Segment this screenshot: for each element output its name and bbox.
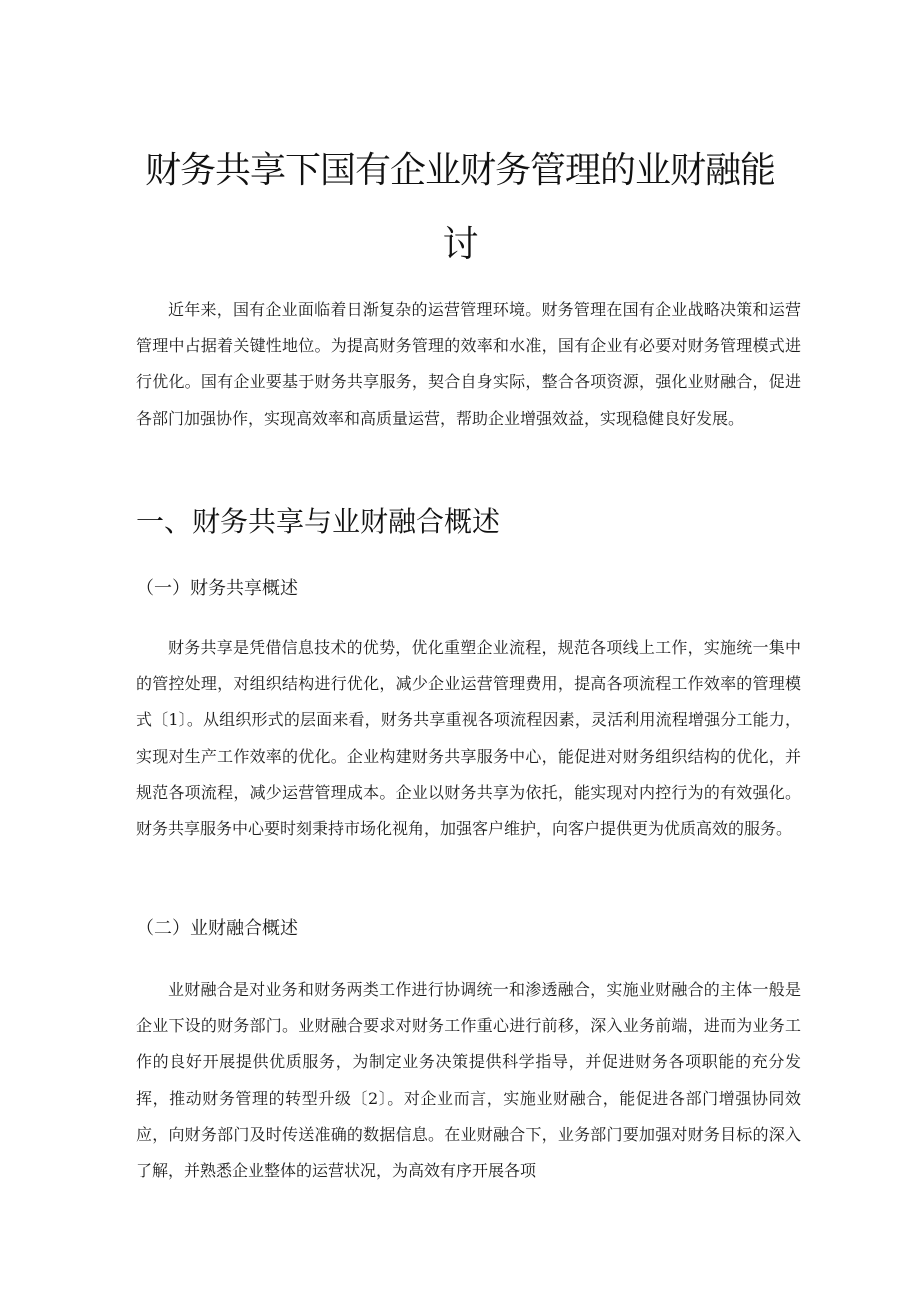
intro-paragraph: 近年来，国有企业面临着日渐复杂的运营管理环境。财务管理在国有企业战略决策和运营管理中占据着关键性地位。为提高财务管理的效率和水准，国有企业有必要对财务管理模式进行优化。国有企业要基于财务共享服务，契合自身实际，整合各项资源，强化业财融合，促进各部门加强协作，实现高效率和高质量运营，帮助企业增强效益，实现稳健良好发展。	[136, 300, 801, 428]
subsection-2-heading: （二）业财融合概述	[136, 918, 298, 939]
section-1-heading: 一、财务共享与业财融合概述	[136, 505, 501, 538]
document-title-line-2: 讨	[442, 224, 478, 265]
subsection-1-heading: （一）财务共享概述	[136, 578, 298, 599]
document-title-line-1: 财务共享下国有企业财务管理的业财融能	[144, 150, 775, 191]
subsection-2-paragraph: 业财融合是对业务和财务两类工作进行协调统一和渗透融合，实施业财融合的主体一般是企业下设的财务部门。业财融合要求对财务工作重心进行前移，深入业务前端，进而为业务工作的良好开展提供优质服务，为制定业务决策提供科学指导，并促进财务各项职能的充分发挥，推动财务管理的转型升级〔2〕。对企业而言，实施业财融合，能促进各部门增强协同效应，向财务部门及时传送准确的数据信息。在业财融合下，业务部门要加强对财务目标的深入了解，并熟悉企业整体的运营状况，为高效有序开展各项	[136, 980, 801, 1181]
subsection-1-paragraph: 财务共享是凭借信息技术的优势，优化重塑企业流程，规范各项线上工作，实施统一集中的管控处理，对组织结构进行优化，减少企业运营管理费用，提高各项流程工作效率的管理模式〔1〕。从组织形式的层面来看，财务共享重视各项流程因素，灵活利用流程增强分工能力，实现对生产工作效率的优化。企业构建财务共享服务中心，能促进对财务组织结构的优化，并规范各项流程，减少运营管理成本。企业以财务共享为依托，能实现对内控行为的有效强化。财务共享服务中心要时刻秉持市场化视角，加强客户维护，向客户提供更为优质高效的服务。	[136, 638, 801, 839]
